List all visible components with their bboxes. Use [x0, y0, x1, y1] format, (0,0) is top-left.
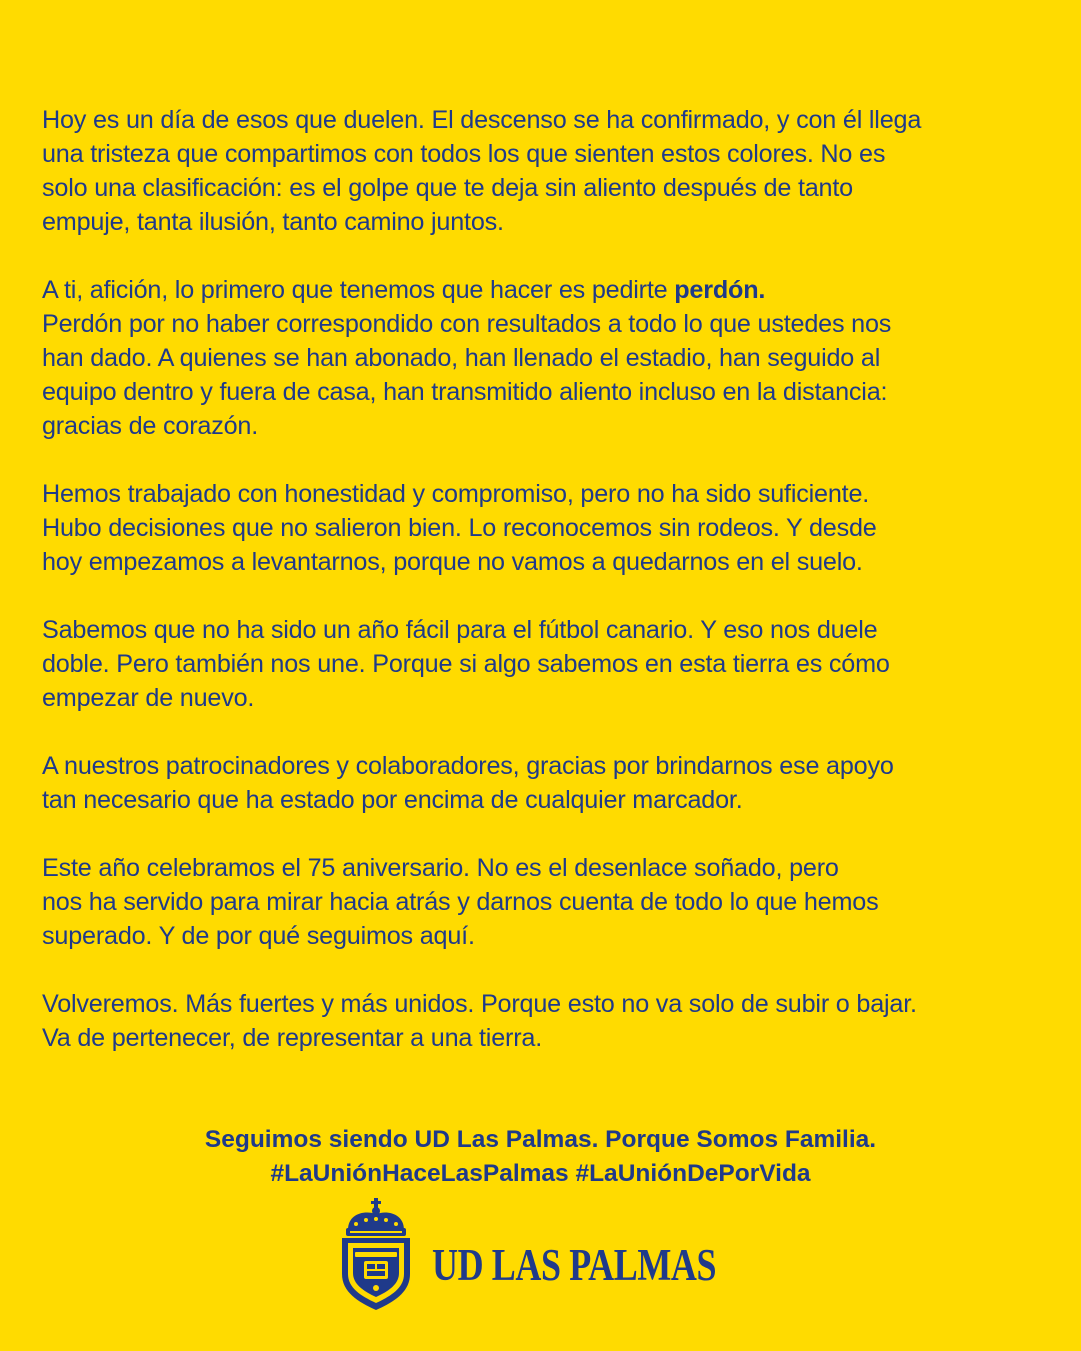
paragraph-5 — [42, 749, 1042, 817]
text-line: han dado. A quienes se han abonado, han llenado el estadio, han seguido al — [42, 344, 881, 372]
text-line: gracias de corazón. — [42, 412, 259, 440]
text-line: Perdón por no haber correspondido con resultados a todo lo que ustedes nos — [42, 310, 892, 338]
text-line: una tristeza que compartimos con todos los que sienten estos colores. No es — [42, 140, 886, 168]
text-line: equipo dentro y fuera de casa, han transmitido aliento incluso en la distancia: — [42, 378, 888, 406]
paragraph-6 — [42, 851, 1042, 953]
text-line: doble. Pero también nos une. Porque si algo sabemos en esta tierra es cómo — [42, 650, 890, 678]
paragraph-4 — [42, 613, 1042, 715]
text-line: superado. Y de por qué seguimos aquí. — [42, 922, 475, 950]
text-line-with-emphasis — [42, 273, 1042, 307]
text-line: Va de pertenecer, de representar a una tierra. — [42, 1024, 542, 1052]
text-line: Volveremos. Más fuertes y más unidos. Porque esto no va solo de subir o bajar. — [42, 990, 917, 1018]
text-line: A nuestros patrocinadores y colaboradores, gracias por brindarnos ese apoyo — [42, 752, 894, 780]
club-brand — [338, 1196, 738, 1316]
paragraph-1 — [42, 103, 1042, 239]
club-wordmark: UD LAS PALMAS — [432, 1240, 717, 1290]
closing-slogan — [0, 1123, 1081, 1191]
text-line: hoy empezamos a levantarnos, porque no vamos a quedarnos en el suelo. — [42, 548, 863, 576]
text-line: Sabemos que no ha sido un año fácil para el fútbol canario. Y eso nos duele — [42, 616, 878, 644]
text-line: tan necesario que ha estado por encima de cualquier marcador. — [42, 786, 743, 814]
club-crest-icon — [338, 1196, 414, 1312]
text-line: empuje, tanta ilusión, tanto camino juntos. — [42, 208, 504, 236]
statement-body — [42, 103, 1042, 1089]
hashtags-line: #LaUniónHaceLasPalmas #LaUniónDePorVida — [270, 1160, 811, 1187]
text-line: Este año celebramos el 75 aniversario. No es el desenlace soñado, pero — [42, 854, 839, 882]
paragraph-7 — [42, 987, 1042, 1055]
text-line: Hubo decisiones que no salieron bien. Lo reconocemos sin rodeos. Y desde — [42, 514, 877, 542]
text-line: empezar de nuevo. — [42, 684, 255, 712]
text-line: Hemos trabajado con honestidad y compromiso, pero no ha sido suficiente. — [42, 480, 870, 508]
paragraph-2 — [42, 273, 1042, 443]
paragraph-3 — [42, 477, 1042, 579]
emphasis-perdon: perdón. — [674, 276, 766, 304]
text-line: nos ha servido para mirar hacia atrás y darnos cuenta de todo lo que hemos — [42, 888, 879, 916]
text-line: solo una clasificación: es el golpe que te deja sin aliento después de tanto — [42, 174, 853, 202]
slogan-line: Seguimos siendo UD Las Palmas. Porque Somos Familia. — [204, 1126, 877, 1153]
text-fragment: A ti, afición, lo primero que tenemos que hacer es pedirte — [42, 276, 675, 304]
text-line: Hoy es un día de esos que duelen. El descenso se ha confirmado, y con él llega — [42, 106, 922, 134]
